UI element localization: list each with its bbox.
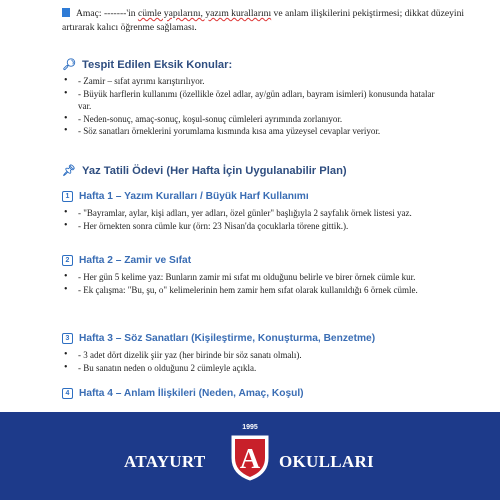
list-item: • - Her gün 5 kelime yaz: Bunların zamir mi sıfat mı olduğunu belirle ve birer örnek cümle kur. bbox=[64, 271, 444, 284]
school-shield-logo-icon bbox=[228, 432, 272, 482]
list-item: • - Zamir – sıfat ayrımı karıştırılıyor. bbox=[64, 75, 444, 88]
founding-year: 1995 bbox=[242, 424, 258, 431]
section-title-missing-topics bbox=[62, 58, 232, 71]
list-item: • - Büyük harflerin kullanımı (özellikle özel adlar, ay/gün adları, bayram isimleri) konusunda hatalar var. bbox=[64, 88, 444, 113]
week-1-title bbox=[62, 191, 309, 202]
brand-name-left: ATAYURT bbox=[124, 452, 206, 471]
list-item: • - Söz sanatları örneklerini yorumlama kısmında kısa ama yüzeysel cevaplar veriyor. bbox=[64, 125, 444, 138]
week-title-text: Hafta 3 – Söz Sanatları (Kişileştirme, Konuşturma, Benzetme) bbox=[79, 333, 376, 344]
intro-rest: ve anlam ilişkilerini pekiştirmesi; dikkat düzeyini artırarak kalıcı öğrenme sağlaması. bbox=[62, 8, 465, 33]
section-title-text: Yaz Tatili Ödevi (Her Hafta İçin Uygulanabilir Plan) bbox=[82, 164, 347, 177]
section-title-text: Tespit Edilen Eksik Konular: bbox=[82, 58, 233, 71]
list-item: • - "Bayramlar, aylar, kişi adları, yer adları, özel günler" başlığıyla 2 sayfalık örnek listesi yaz. bbox=[64, 207, 444, 220]
number-badge-icon: 2 bbox=[62, 255, 73, 266]
intro-lead: Amaç: -------'in bbox=[76, 8, 138, 19]
shield-letter: A bbox=[239, 444, 261, 475]
week-2-list bbox=[64, 271, 444, 296]
number-badge-icon: 3 bbox=[62, 333, 73, 344]
brand-name-right: OKULLARI bbox=[279, 452, 374, 471]
week-4-title bbox=[62, 388, 304, 399]
number-badge-icon: 1 bbox=[62, 191, 73, 202]
intro-underlined: cümle yapılarını, yazım kurallarını bbox=[137, 8, 272, 19]
week-3-title bbox=[62, 333, 375, 344]
intro-paragraph bbox=[62, 7, 482, 35]
magnifier-icon: 🔎︎ bbox=[62, 59, 76, 71]
list-item: • - Ek çalışma: "Bu, şu, o" kelimelerinin hem zamir hem sıfat olarak kullanıldığı 6 örnek cümle. bbox=[64, 284, 444, 297]
pin-icon: 📌︎ bbox=[62, 165, 76, 177]
week-3-list bbox=[64, 349, 444, 374]
number-badge-icon: 4 bbox=[62, 388, 73, 399]
list-item: • - Neden-sonuç, amaç-sonuç, koşul-sonuç cümleleri ayrımında zorlanıyor. bbox=[64, 113, 444, 126]
week-title-text: Hafta 1 – Yazım Kuralları / Büyük Harf Kullanımı bbox=[79, 191, 309, 202]
square-bullet-icon bbox=[62, 8, 70, 17]
week-1-list bbox=[64, 207, 444, 232]
list-item: • - Her örnekten sonra cümle kur (örn: 23 Nisan'da çocuklarla törene gittik.). bbox=[64, 220, 444, 233]
list-item: • - Bu sanatın neden o olduğunu 2 cümleyle açıkla. bbox=[64, 362, 444, 375]
week-2-title bbox=[62, 255, 191, 266]
section-title-summer-homework bbox=[62, 164, 347, 177]
week-title-text: Hafta 4 – Anlam İlişkileri (Neden, Amaç, Koşul) bbox=[79, 388, 304, 399]
missing-topics-list bbox=[64, 75, 444, 138]
list-item: • - 3 adet dört dizelik şiir yaz (her birinde bir söz sanatı olmalı). bbox=[64, 349, 444, 362]
week-title-text: Hafta 2 – Zamir ve Sıfat bbox=[79, 255, 192, 266]
